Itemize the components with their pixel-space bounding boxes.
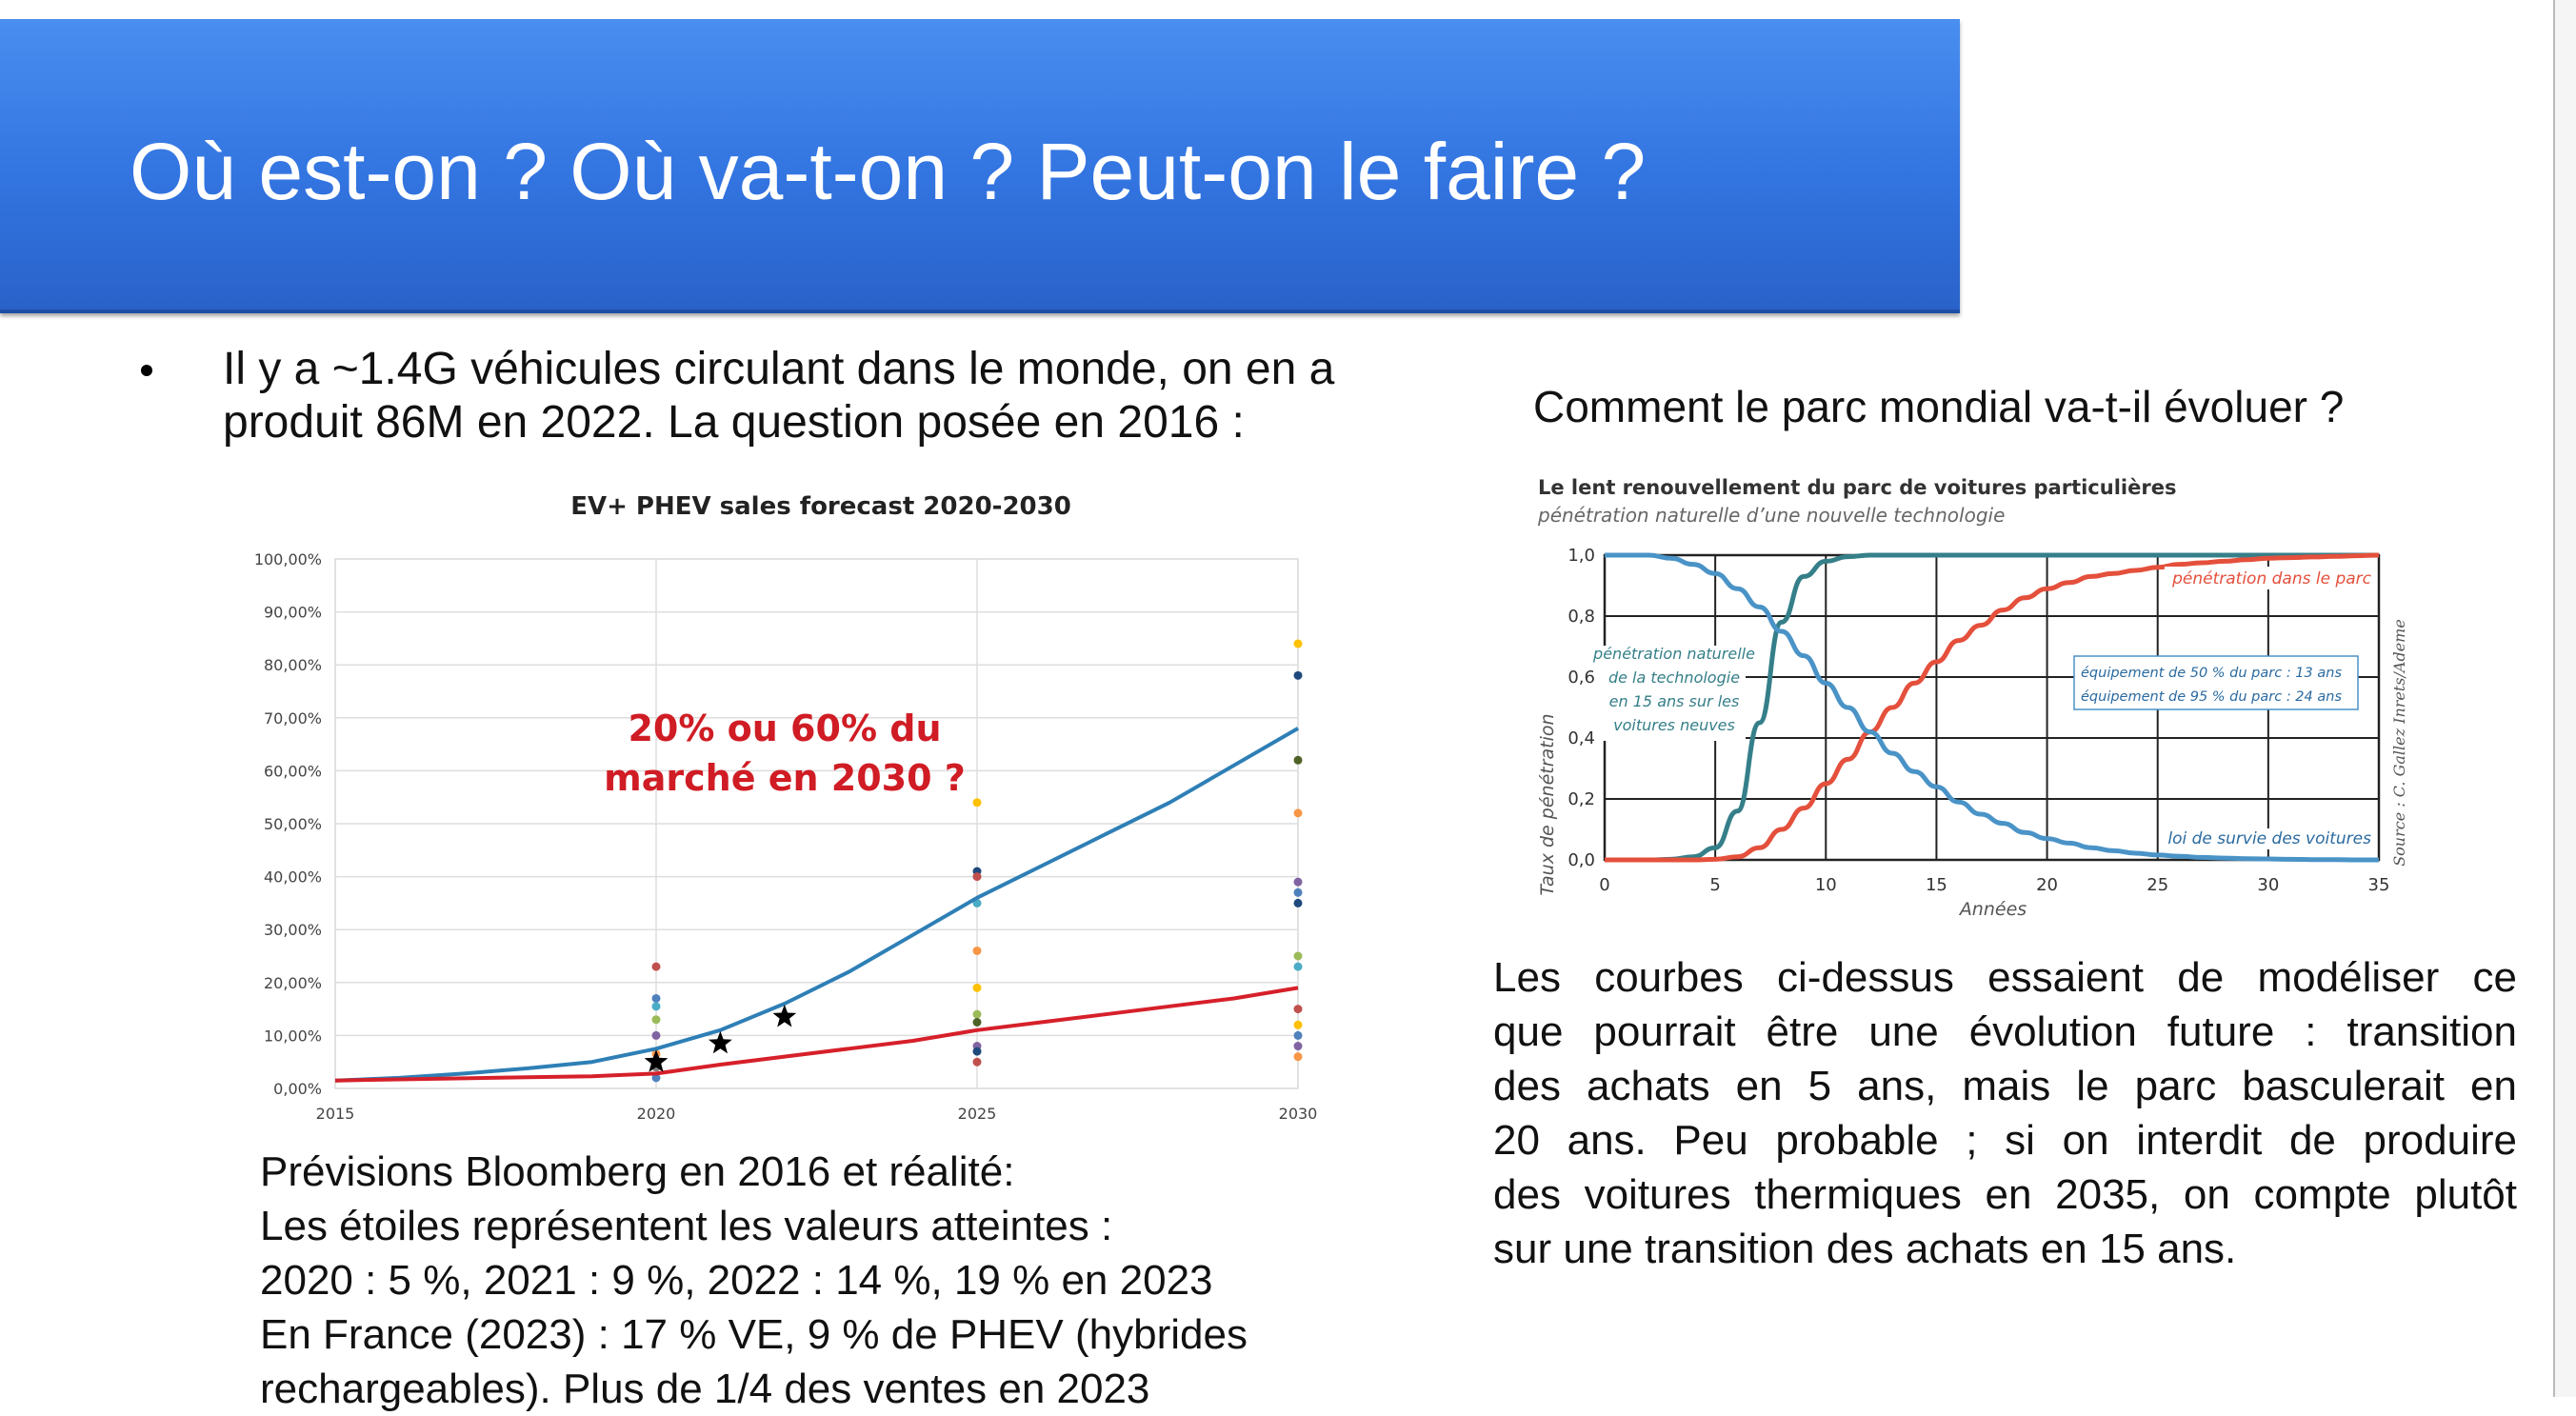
caption-line: En France (2023) : 17 % VE, 9 % de PHEV (hybrides [260,1311,1248,1358]
chart-annotation: 20% ou 60% du [628,708,942,749]
y-tick-label: 80,00% [263,656,322,675]
y-tick-label: 90,00% [263,603,322,622]
equipment-line: équipement de 95 % du parc : 24 ans [2081,689,2342,705]
teal-label-line: pénétration naturelle [1593,645,1755,663]
y-tick-label: 1,0 [1568,546,1595,566]
bullet-icon [141,365,152,376]
x-axis-label: Années [1959,899,2027,920]
vertical-scrollbar[interactable] [2553,0,2576,1397]
y-tick-label: 0,8 [1568,607,1595,627]
blue-label: loi de survie des voitures [2167,829,2371,848]
x-tick-label: 10 [1814,875,1837,895]
scatter-point [973,798,982,807]
paragraph-line: Les courbes ci-dessus essaient de modéliser ce [1493,954,2517,1001]
y-tick-label: 50,00% [263,815,322,833]
slide-header [0,19,1960,313]
x-tick-label: 2025 [957,1105,997,1123]
y-tick-label: 70,00% [263,708,322,728]
bullet-line: produit 86M en 2022. La question posée en 2016 : [223,397,1245,448]
x-tick-label: 2015 [315,1105,355,1123]
paragraph-line: que pourrait être une évolution future : transition [1493,1008,2517,1055]
caption-line: rechargeables). Plus de 1/4 des ventes en 2023 [260,1366,1150,1412]
right-heading: Comment le parc mondial va-t-il évoluer ? [1533,382,2345,431]
x-tick-label: 5 [1709,875,1721,895]
scatter-point [973,984,982,992]
teal-label-line: de la technologie [1608,668,1741,687]
teal-label-line: voitures neuves [1613,716,1735,734]
x-tick-label: 2030 [1278,1105,1318,1123]
scatter-point [1294,1052,1303,1061]
teal-label-line: en 15 ans sur les [1608,692,1740,710]
model-paragraph [1493,950,2517,1276]
y-tick-label: 0,4 [1568,728,1595,748]
scatter-point [1294,671,1303,680]
y-tick-label: 30,00% [263,921,322,940]
y-tick-label: 0,00% [273,1080,322,1098]
scatter-point [652,1031,661,1040]
scatter-point [973,1010,982,1019]
y-tick-labels [1568,546,1595,870]
scatter-point [1294,639,1303,648]
scatter-point [652,963,661,971]
equipment-line: équipement de 50 % du parc : 13 ans [2081,666,2342,681]
chart-subtitle: pénétration naturelle d’une nouvelle technologie [1538,504,2006,527]
y-tick-label: 20,00% [263,973,322,992]
scatter-point [1294,1031,1303,1040]
paragraph-line: 20 ans. Peu probable ; si on interdit de produire [1493,1117,2517,1164]
y-tick-label: 100,00% [253,550,322,568]
slide-title: Où est-on ? Où va-t-on ? Peut-on le faire ? [130,127,1647,216]
fleet-renewal-chart [1528,471,2424,928]
paragraph-line: sur une transition des achats en 15 ans. [1493,1226,2237,1272]
scatter-point [1294,756,1303,765]
y-tick-label: 0,2 [1568,789,1595,809]
scatter-point [652,994,661,1003]
scatter-point [973,872,982,881]
red-label: pénétration dans le parc [2172,569,2371,588]
chart-title: Le lent renouvellement du parc de voitures particulières [1538,476,2177,499]
scatter-point [1294,1042,1303,1050]
scatter-point [973,947,982,955]
scatter-point [973,1018,982,1027]
caption-line: Les étoiles représentent les valeurs atteintes : [260,1203,1113,1249]
x-tick-label: 0 [1599,875,1610,895]
y-tick-labels [254,550,322,1098]
scatter-point [1294,952,1303,961]
scatter-point [973,1058,982,1067]
forecast-caption [260,1145,1498,1416]
x-tick-label: 25 [2147,875,2169,895]
x-tick-label: 30 [2257,875,2280,895]
y-tick-label: 60,00% [263,762,322,781]
x-tick-label: 15 [1925,875,1947,895]
scatter-point [973,1047,982,1056]
x-tick-labels [316,1105,1318,1123]
scatter-point [1294,1005,1303,1013]
scatter-point [1294,1021,1303,1029]
y-axis-label: Taux de pénétration [1537,713,1558,896]
y-tick-label: 0,0 [1568,850,1595,870]
scatter-point [1294,899,1303,907]
paragraph-line: des voitures thermiques en 2035, on compte plutôt [1493,1171,2517,1218]
x-tick-label: 35 [2367,875,2390,895]
bullet-text [223,343,1461,449]
scatter-point [652,1002,661,1010]
chart-title: EV+ PHEV sales forecast 2020-2030 [570,492,1071,521]
caption-line: 2020 : 5 %, 2021 : 9 %, 2022 : 14 %, 19 % en 2023 [260,1257,1213,1304]
y-tick-label: 40,00% [263,868,322,887]
y-tick-label: 10,00% [263,1027,322,1046]
source-label: Source : C. Gallez Inrets/Ademe [2390,619,2408,867]
y-tick-label: 0,6 [1568,668,1595,688]
x-tick-labels [1599,875,2389,895]
scatter-point [1294,878,1303,887]
ev-forecast-chart [229,476,1343,1143]
scatter-point [652,1015,661,1024]
scatter-point [1294,963,1303,971]
paragraph-line: des achats en 5 ans, mais le parc basculerait en [1493,1063,2517,1109]
scatter-point [1294,808,1303,817]
chart-annotation: marché en 2030 ? [604,757,966,799]
x-tick-label: 2020 [636,1105,676,1123]
bullet-line: Il y a ~1.4G véhicules circulant dans le monde, on en a [223,344,1335,394]
x-tick-label: 20 [2036,875,2059,895]
scatter-point [1294,888,1303,897]
caption-line: Prévisions Bloomberg en 2016 et réalité: [260,1148,1015,1195]
